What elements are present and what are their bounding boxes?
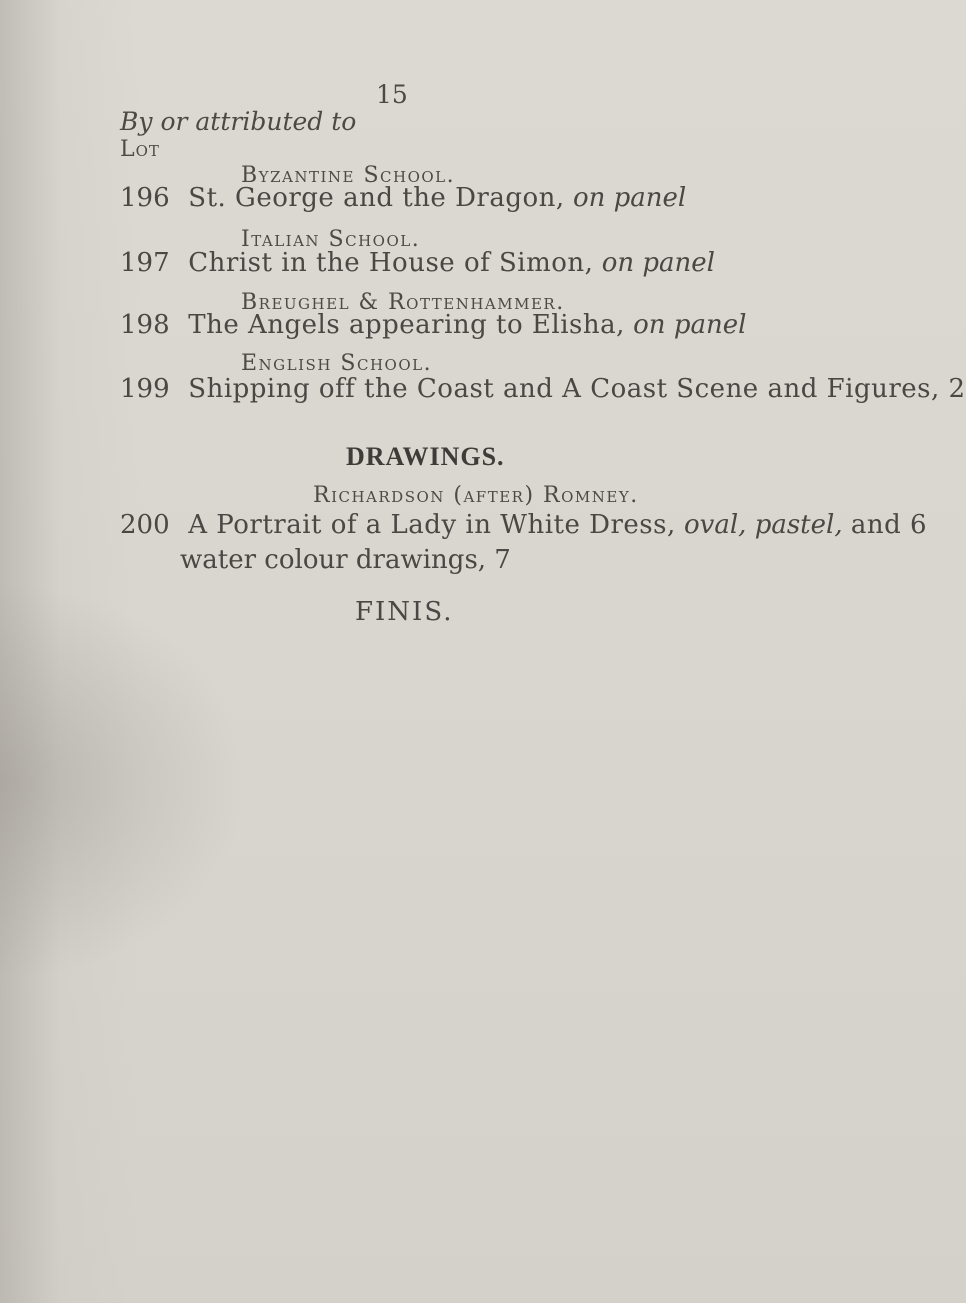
lot-row	[120, 310, 746, 340]
section-heading: DRAWINGS.	[346, 442, 505, 471]
lot-medium: oval, pastel,	[684, 510, 843, 540]
school-heading: Breughel & Rottenhammer.	[241, 290, 565, 315]
lot-title: The Angels appearing to Elisha,	[188, 310, 625, 340]
lot-row	[120, 248, 715, 278]
lot-suffix: and 6	[850, 510, 928, 540]
lot-title: Christ in the House of Simon,	[188, 248, 594, 278]
page-number: 15	[376, 80, 408, 109]
lot-number: 196	[120, 183, 170, 213]
lot-title: A Portrait of a Lady in White Dress,	[188, 510, 676, 540]
lot-medium: on panel	[572, 183, 687, 213]
finis-text: FINIS.	[355, 597, 454, 627]
lot-number: 198	[120, 310, 170, 340]
lot-number: 197	[120, 248, 170, 278]
lot-number: 199	[120, 374, 170, 404]
attribution-heading: By or attributed to	[120, 107, 357, 136]
lot-medium: on panel	[601, 248, 715, 278]
school-heading: Byzantine School.	[241, 163, 456, 188]
lot-row	[120, 374, 966, 404]
lot-title: Shipping off the Coast and A Coast Scene and Figures, 2	[188, 374, 966, 404]
lot-title: St. George and the Dragon,	[188, 183, 565, 213]
school-heading: English School.	[241, 351, 433, 376]
artist-heading: Richardson (after) Romney.	[313, 483, 639, 508]
lot-number: 200	[120, 510, 170, 540]
lot-row	[120, 510, 927, 540]
lot-row	[120, 183, 686, 213]
school-heading: Italian School.	[241, 227, 421, 252]
lot-medium: on panel	[633, 310, 747, 340]
lot-continuation: water colour drawings, 7	[180, 545, 511, 575]
lot-column-label: Lot	[120, 137, 160, 162]
